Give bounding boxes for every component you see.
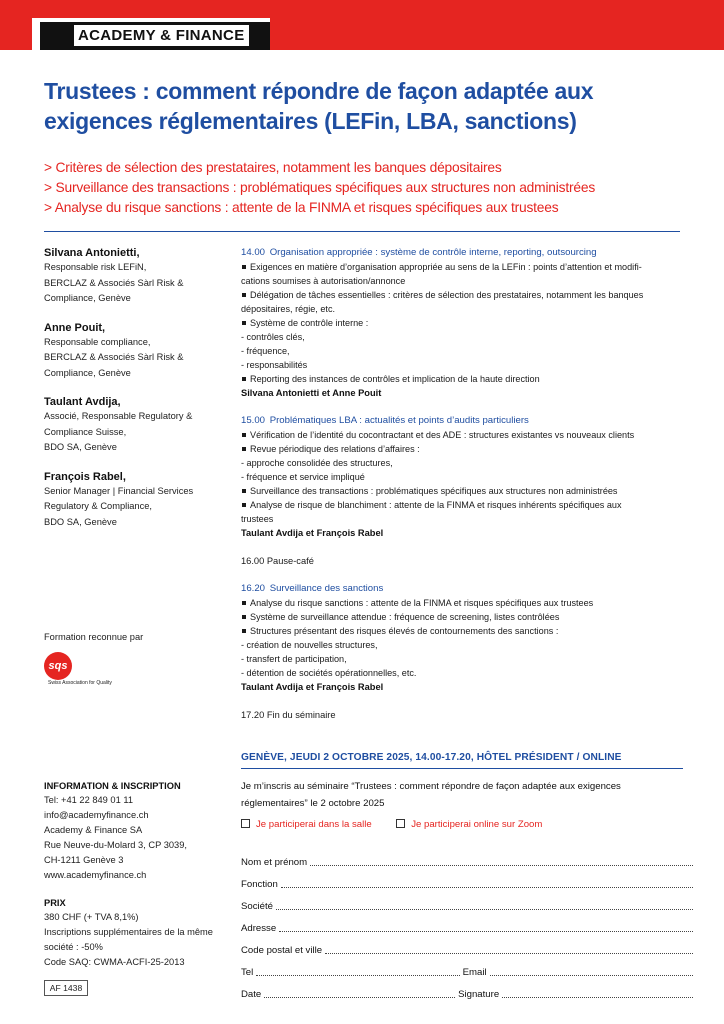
session-title: Problématiques LBA : actualités et points d’audits particuliers (269, 415, 529, 426)
speaker-role: Senior Manager | Financial Services (44, 485, 194, 496)
function-field[interactable]: Fonction (241, 868, 693, 890)
session-heading (241, 414, 683, 428)
price-heading: PRIX (44, 898, 66, 908)
speaker-role: BERCLAZ & Associés Sàrl Risk & (44, 352, 184, 362)
session-item: dépositaires, régie, etc. (241, 304, 336, 314)
session-item: Structures présentant des risques élevés de contournements des sanctions : (241, 624, 683, 638)
registration-form (241, 778, 693, 832)
session-speakers: Taulant Avdija et François Rabel (241, 528, 384, 538)
session-item: - transfert de participation, (241, 654, 347, 664)
session-item: - fréquence et service impliqué (241, 472, 365, 482)
info-column (44, 779, 224, 970)
bullet-square-icon (242, 629, 246, 633)
session-item: Délégation de tâches essentielles : critères de sélection des prestataires, notamment les banques (241, 288, 683, 302)
speaker-role: BDO SA, Genève (44, 516, 117, 527)
speaker (44, 321, 224, 382)
session-item: Reporting des instances de contrôles et implication de la haute direction (241, 372, 683, 386)
attendance-options (241, 814, 693, 832)
highlight-item: > Critères de sélection des prestataires, notamment les banques dépositaires (44, 160, 502, 175)
contact-email[interactable]: info@academyfinance.ch (44, 810, 149, 820)
session-speakers: Taulant Avdija et François Rabel (241, 682, 384, 692)
program-session (241, 246, 683, 400)
speaker-role: Compliance, Genève (44, 367, 131, 378)
registration-text: Je m’inscris au séminaire “Trustees : comment répondre de façon adaptée aux exigences (241, 781, 621, 792)
speaker (44, 246, 224, 307)
registration-text: réglementaires” le 2 octobre 2025 (241, 798, 385, 809)
session-item: - approche consolidée des structures, (241, 458, 393, 468)
event-details: GENÈVE, JEUDI 2 OCTOBRE 2025, 14.00-17.20, HÔTEL PRÉSIDENT / ONLINE (241, 752, 622, 763)
brand-logo: ACADEMY & FINANCE (74, 25, 249, 46)
session-item: - contrôles clés, (241, 332, 305, 342)
checkbox[interactable] (396, 819, 405, 828)
session-heading (241, 582, 683, 596)
form-fields (241, 846, 693, 1000)
bullet-square-icon (242, 377, 246, 381)
reference-code: AF 1438 (44, 980, 88, 996)
session-item: Analyse de risque de blanchiment : attente de la FINMA et risques inhérents spécifiques aux (241, 498, 683, 512)
session-item: - responsabilités (241, 360, 308, 370)
speaker-role: Regulatory & Compliance, (44, 501, 152, 511)
bullet-square-icon (242, 503, 246, 507)
price-line: 380 CHF (+ TVA 8,1%) (44, 912, 139, 922)
speaker-role: Responsable risk LEFiN, (44, 262, 147, 272)
speaker-name: Taulant Avdija, (44, 396, 121, 408)
highlights-list (44, 158, 704, 218)
session-item: - fréquence, (241, 346, 290, 356)
bullet-square-icon (242, 321, 246, 325)
session-item: - détention de sociétés opérationnelles, etc. (241, 668, 417, 678)
speaker-role: Compliance, Genève (44, 293, 131, 303)
formation-label: Formation reconnue par (44, 632, 144, 642)
price-line: Code SAQ: CWMA-ACFI-25-2013 (44, 957, 185, 967)
contact-street: Rue Neuve-du-Molard 3, CP 3039, (44, 840, 187, 850)
session-item: - création de nouvelles structures, (241, 640, 378, 650)
speaker (44, 470, 224, 531)
highlight-item: > Analyse du risque sanctions : attente de la FINMA et risques spécifiques aux trustees (44, 200, 559, 215)
divider (44, 231, 680, 232)
contact-phone: Tel: +41 22 849 01 11 (44, 795, 133, 805)
price-line: société : -50% (44, 942, 103, 952)
session-item: Système de contrôle interne : (241, 316, 683, 330)
end-text: 17.20 Fin du séminaire (241, 710, 336, 720)
bullet-square-icon (242, 265, 246, 269)
bullet-square-icon (242, 615, 246, 619)
session-item: cations soumises à autorisation/annonce (241, 276, 406, 286)
checkbox[interactable] (241, 819, 250, 828)
speaker (44, 395, 224, 456)
speaker-name: Anne Pouit, (44, 321, 106, 334)
option-online[interactable]: Je participerai online sur Zoom (396, 819, 542, 830)
bullet-square-icon (242, 601, 246, 605)
bullet-square-icon (242, 433, 246, 437)
highlight-item: > Surveillance des transactions : problématiques spécifiques aux structures non administrées (44, 180, 596, 195)
speaker-name: François Rabel, (44, 470, 126, 483)
price-line: Inscriptions supplémentaires de la même (44, 927, 213, 937)
session-time: 16.20 (241, 583, 266, 594)
session-speakers: Silvana Antonietti et Anne Pouit (241, 388, 382, 398)
speaker-role: BERCLAZ & Associés Sàrl Risk & (44, 277, 184, 288)
session-item: Vérification de l’identité du cocontractant et des ADE : structures existantes vs nouveaux clients (241, 428, 683, 442)
bullet-square-icon (242, 489, 246, 493)
page-title: Trustees : comment répondre de façon adaptée aux exigences réglementaires (LEFin, LBA, sanctions) (44, 78, 594, 134)
zip-city-field[interactable]: Code postal et ville (241, 934, 693, 956)
program-end (241, 708, 683, 722)
contact-website[interactable]: www.academyfinance.ch (44, 870, 147, 880)
tel-email-field[interactable]: Tel Email (241, 956, 693, 978)
session-title: Organisation appropriée : système de contrôle interne, reporting, outsourcing (269, 247, 597, 258)
info-heading: INFORMATION & INSCRIPTION (44, 781, 181, 791)
program-column (241, 246, 683, 736)
sqs-logo-mark: sqs (44, 652, 72, 680)
speaker-role: Associé, Responsable Regulatory & (44, 411, 193, 421)
company-field[interactable]: Société (241, 890, 693, 912)
session-item: Revue périodique des relations d’affaires : (241, 442, 683, 456)
program-session (241, 582, 683, 694)
session-item: Surveillance des transactions : problématiques spécifiques aux structures non administrées (241, 484, 683, 498)
sqs-logo-caption: Swiss Association for Quality (48, 680, 112, 686)
sqs-logo (44, 652, 144, 688)
address-field[interactable]: Adresse (241, 912, 693, 934)
program-session (241, 414, 683, 540)
pause-text: 16.00 Pause-café (241, 556, 314, 566)
session-item: Système de surveillance attendue : fréquence de screening, listes contrôlées (241, 610, 683, 624)
speakers-column (44, 246, 224, 544)
session-item: trustees (241, 514, 274, 524)
session-item: Exigences en matière d’organisation appropriée au sens de la LEFin : points d’attention et modifi- (241, 260, 683, 274)
program-pause (241, 554, 683, 568)
session-heading (241, 246, 683, 260)
option-room[interactable]: Je participerai dans la salle (241, 819, 372, 830)
speaker-role: Compliance Suisse, (44, 426, 127, 437)
divider (241, 768, 683, 769)
session-time: 14.00 (241, 247, 266, 258)
contact-city: CH-1211 Genève 3 (44, 855, 124, 865)
session-title: Surveillance des sanctions (269, 583, 384, 594)
session-time: 15.00 (241, 415, 266, 426)
speaker-name: Silvana Antonietti, (44, 247, 140, 259)
session-item: Analyse du risque sanctions : attente de la FINMA et risques spécifiques aux trustees (241, 596, 683, 610)
bullet-square-icon (242, 447, 246, 451)
speaker-role: Responsable compliance, (44, 336, 151, 347)
speaker-role: BDO SA, Genève (44, 442, 117, 452)
bullet-square-icon (242, 293, 246, 297)
name-field[interactable]: Nom et prénom (241, 846, 693, 868)
date-signature-field[interactable]: Date Signature (241, 978, 693, 1000)
contact-company: Academy & Finance SA (44, 825, 143, 835)
